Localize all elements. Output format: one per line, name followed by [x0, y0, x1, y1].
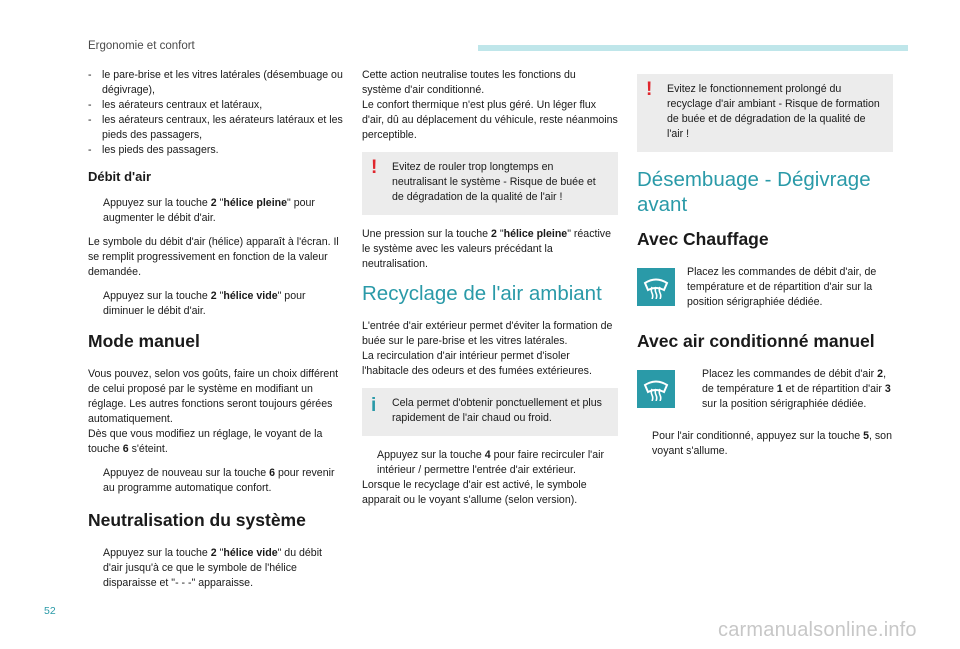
watermark: carmanualsonline.info: [718, 619, 917, 641]
windshield-defrost-icon: [637, 370, 675, 408]
section-title-air-conditionne: Avec air conditionné manuel: [637, 331, 875, 352]
manuel-paragraph-2: Dès que vous modifiez un réglage, le voyant de la touche 6 s'éteint.: [88, 427, 323, 455]
recyclage-paragraph-2: La recirculation d'air intérieur permet d'isoler l'habitacle des odeurs et des fumées extérieures.: [362, 350, 592, 378]
ac-step: Placez les commandes de débit d'air 2, de température 1 et de répartition d'air 3 sur la position sérigraphiée dédiée.: [702, 368, 891, 411]
neutral-paragraph-2: Le confort thermique n'est plus géré. Un léger flux d'air, dû au déplacement du véhicule, reste néanmoins perceptible.: [362, 99, 618, 142]
column-3: [637, 68, 893, 468]
debit-step-1: Appuyez sur la touche 2 "hélice pleine" pour augmenter le débit d'air.: [103, 196, 315, 224]
column-2: [362, 68, 618, 517]
info-box: i Cela permet d'obtenir ponctuellement et plus rapidement de l'air chaud ou froid.: [362, 388, 618, 436]
warning-icon: !: [371, 157, 378, 179]
ac-instruction: [637, 367, 893, 419]
page-number: 52: [44, 605, 56, 617]
manuel-paragraph: Vous pouvez, selon vos goûts, faire un choix différent de celui proposé par le système en modifiant un réglage. Les autres fonctions seront toujours gérées automatiquement.: [88, 367, 339, 425]
chauffage-instruction: Placez les commandes de débit d'air, de température et de répartition d'air sur la position sérigraphiée dédiée.: [637, 265, 893, 317]
neutral-paragraph: Cette action neutralise toutes les fonctions du système d'air conditionné.: [362, 69, 576, 97]
section-title-recyclage: Recyclage de l'air ambiant: [362, 282, 602, 306]
warning-icon: !: [646, 79, 653, 100]
ac-step-2: Pour l'air conditionné, appuyez sur la touche 5, son voyant s'allume.: [652, 430, 892, 458]
list-item: - les aérateurs centraux, les aérateurs latéraux et les pieds des passagers,: [88, 113, 344, 143]
recyclage-paragraph-3: Lorsque le recyclage d'air est activé, le symbole apparait ou le voyant s'allume (selon version).: [362, 479, 587, 507]
list-item: - les aérateurs centraux et latéraux,: [88, 98, 344, 113]
recyclage-step: Appuyez sur la touche 4 pour faire recirculer l'air intérieur / permettre l'entrée d'air extérieur.: [377, 449, 604, 477]
info-icon: i: [371, 395, 377, 417]
debit-paragraph: Le symbole du débit d'air (hélice) apparaît à l'écran. Il se remplit progressivement en fonction de la valeur demandée.: [88, 235, 339, 278]
section-title-debit: Débit d'air: [88, 169, 152, 185]
neutral-step: Appuyez sur la touche 2 "hélice vide" du débit d'air jusqu'à ce que le symbole de l'hélice disparaisse et "- - -" apparaisse.: [103, 546, 322, 589]
recyclage-paragraph: L'entrée d'air extérieur permet d'éviter la formation de buée sur le pare-brise et les vitres latérales.: [362, 319, 613, 347]
manuel-step: Appuyez de nouveau sur la touche 6 pour revenir au programme automatique confort.: [103, 466, 335, 494]
list-item: - le pare-brise et les vitres latérales (désembuage ou dégivrage),: [88, 68, 344, 98]
section-title-chauffage: Avec Chauffage: [637, 229, 769, 250]
section-title-desembuage: Désembuage - Dégivrage avant: [637, 168, 871, 216]
section-title-mode-manuel: Mode manuel: [88, 330, 200, 351]
debit-step-2: Appuyez sur la touche 2 "hélice vide" pour diminuer le débit d'air.: [103, 289, 306, 317]
list-item: - les pieds des passagers.: [88, 143, 344, 158]
reactivation-paragraph: Une pression sur la touche 2 "hélice pleine" réactive le système avec les valeurs précédant la neutralisation.: [362, 228, 611, 271]
warning-box: ! Evitez de rouler trop longtemps en neutralisant le système - Risque de buée et de dégradation de la qualité de l'air !: [362, 152, 618, 215]
section-title-neutralisation: Neutralisation du système: [88, 509, 306, 530]
warning-box: ! Evitez le fonctionnement prolongé du recyclage d'air ambiant - Risque de formation de buée et de dégradation de la qualité de l'air !: [637, 74, 893, 152]
windshield-defrost-icon: [637, 268, 675, 306]
column-1: [88, 68, 344, 600]
header-rule: [478, 45, 908, 51]
direction-list: [88, 68, 344, 158]
page-header: Ergonomie et confort: [88, 40, 195, 52]
